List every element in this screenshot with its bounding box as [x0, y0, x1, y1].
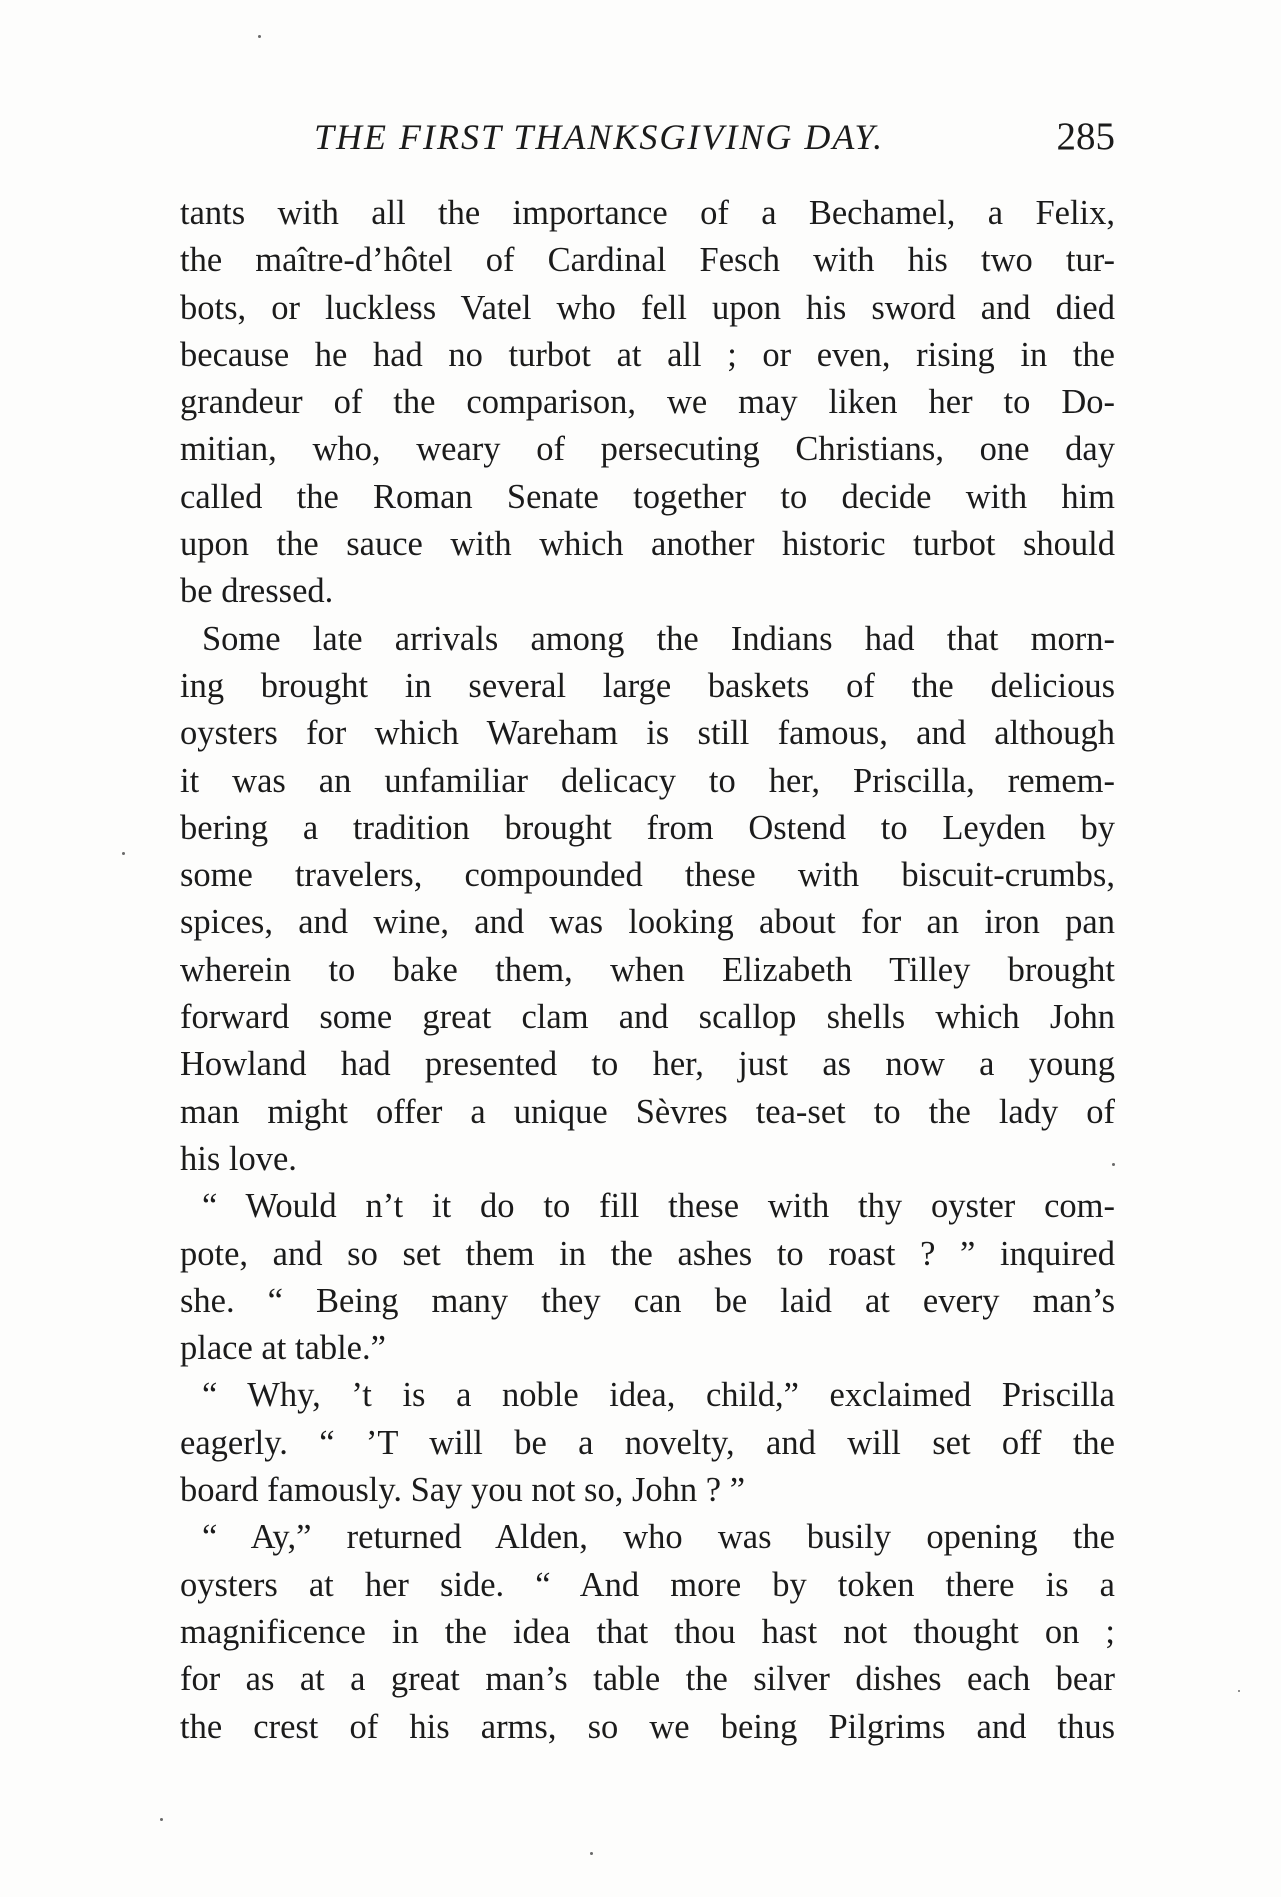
text-line: spices, and wine, and was looking about for an iron pan [180, 903, 1115, 942]
text-line: upon the sauce with which another historic turbot should [180, 525, 1115, 564]
text-line: “ Why, ’t is a noble idea, child,” exclaimed Priscilla [202, 1376, 1115, 1415]
text-line: tants with all the importance of a Bechamel, a Felix, [180, 194, 1115, 232]
text-line: the crest of his arms, so we being Pilgrims and thus [180, 1707, 1115, 1746]
text-line: because he had no turbot at all ; or even, rising in the [180, 335, 1115, 374]
text-line: the maître-d’hôtel of Cardinal Fesch with his two tur- [180, 241, 1115, 280]
paper-speck [1238, 1690, 1240, 1692]
paper-speck [122, 852, 125, 855]
text-line: his love. [180, 1139, 297, 1178]
page-number: 285 [1056, 115, 1115, 158]
text-line: oysters for which Wareham is still famous, and although [180, 714, 1115, 753]
text-line: grandeur of the comparison, we may liken her to Do- [180, 383, 1115, 422]
text-line: wherein to bake them, when Elizabeth Tilley brought [180, 950, 1115, 989]
body-text [180, 190, 1115, 1751]
text-line: mitian, who, weary of persecuting Christians, one day [180, 430, 1115, 469]
text-line: Howland had presented to her, just as now a young [180, 1045, 1115, 1084]
text-line: man might offer a unique Sèvres tea-set to the lady of [180, 1092, 1115, 1131]
paper-speck [590, 1852, 593, 1855]
text-line: Some late arrivals among the Indians had that morn- [202, 619, 1115, 658]
text-line: “ Would n’t it do to fill these with thy oyster com- [202, 1187, 1115, 1226]
text-line: eagerly. “ ’T will be a novelty, and will set off the [180, 1423, 1115, 1462]
text-line: board famously. Say you not so, John ? ” [180, 1471, 746, 1510]
text-line: for as at a great man’s table the silver dishes each bear [180, 1660, 1115, 1699]
text-line: oysters at her side. “ And more by token there is a [180, 1565, 1115, 1604]
paper-speck [1112, 1163, 1115, 1166]
text-line: she. “ Being many they can be laid at every man’s [180, 1281, 1115, 1320]
paper-speck [258, 35, 261, 38]
running-title: THE FIRST THANKSGIVING DAY. [314, 117, 885, 157]
text-line: bering a tradition brought from Ostend to Leyden by [180, 808, 1115, 847]
text-line: pote, and so set them in the ashes to roast ? ” inquired [180, 1234, 1115, 1273]
text-line: bots, or luckless Vatel who fell upon his sword and died [180, 288, 1115, 327]
text-line: it was an unfamiliar delicacy to her, Priscilla, remem- [180, 761, 1115, 800]
text-line: some travelers, compounded these with biscuit-crumbs, [180, 856, 1115, 895]
running-head [180, 112, 1115, 162]
text-line: be dressed. [180, 572, 334, 611]
text-line: forward some great clam and scallop shells which John [180, 998, 1115, 1037]
text-line: place at table.” [180, 1329, 386, 1368]
text-line: ing brought in several large baskets of the delicious [180, 666, 1115, 705]
text-line: magnificence in the idea that thou hast not thought on ; [180, 1612, 1115, 1651]
text-line: called the Roman Senate together to decide with him [180, 477, 1115, 516]
paper-speck [160, 1818, 163, 1821]
text-line: “ Ay,” returned Alden, who was busily opening the [202, 1518, 1115, 1557]
